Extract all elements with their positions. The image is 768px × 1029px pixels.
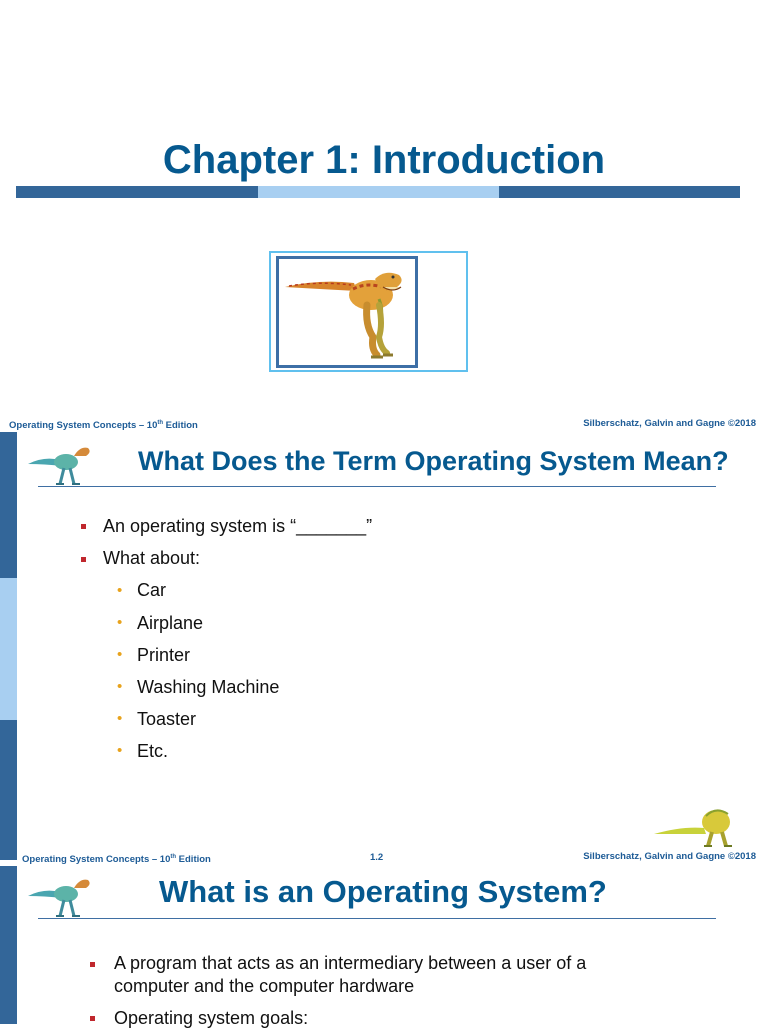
footer-authors: Silberschatz, Galvin and Gagne ©2018: [583, 418, 756, 429]
slide2-title: What Does the Term Operating System Mean?: [138, 446, 729, 476]
yellow-dinosaur-icon: [652, 800, 738, 850]
title-underline-left: [16, 186, 258, 198]
sub-bullet-item: Car: [137, 580, 167, 600]
chapter-title: Chapter 1: Introduction: [162, 138, 606, 182]
bullet-item: A program that acts as an intermediary between a user of a: [114, 953, 587, 973]
dot-bullet: •: [117, 614, 123, 631]
left-stripe-dark-2: [0, 522, 17, 578]
square-bullet: [81, 557, 86, 562]
bullet-item: An operating system is “_______”: [103, 516, 373, 536]
sub-bullet-item: Printer: [137, 645, 191, 665]
bullet-item-continuation: computer and the computer hardware: [114, 976, 415, 996]
slide3-title-rule: [38, 918, 716, 919]
title-underline-middle: [258, 186, 499, 198]
sub-bullet-item: Toaster: [137, 709, 197, 729]
left-stripe-light: [0, 578, 17, 720]
left-stripe-dark-3: [0, 720, 17, 860]
dot-bullet: •: [117, 582, 123, 599]
sub-bullet-item: Etc.: [137, 741, 169, 761]
footer-book-title: Operating System Concepts – 10th Edition: [9, 420, 198, 432]
bullet-item: What about:: [103, 548, 201, 568]
left-stripe-dark: [0, 432, 17, 522]
square-bullet: [90, 962, 95, 967]
small-dinosaur-icon: [26, 870, 94, 920]
dot-bullet: •: [117, 646, 123, 663]
logo-inner-frame: [276, 256, 418, 368]
sub-bullet-item: Washing Machine: [137, 677, 280, 697]
bullet-item: Operating system goals:: [114, 1008, 309, 1028]
left-stripe-dark-4: [0, 866, 17, 1024]
square-bullet: [90, 1016, 95, 1021]
title-underline-right: [499, 186, 740, 198]
dot-bullet: •: [117, 678, 123, 695]
dot-bullet: •: [117, 710, 123, 727]
slide3-title: What is an Operating System?: [159, 874, 607, 909]
slide2-title-rule: [38, 486, 716, 487]
dot-bullet: •: [117, 742, 123, 759]
sub-bullet-item: Airplane: [137, 613, 204, 633]
square-bullet: [81, 524, 86, 529]
footer-authors: Silberschatz, Galvin and Gagne ©2018: [583, 851, 756, 862]
dinosaur-logo-icon: [279, 259, 415, 365]
footer-book-title: Operating System Concepts – 10th Edition: [22, 854, 211, 866]
small-dinosaur-icon: [26, 438, 94, 488]
page-number: 1.2: [370, 852, 384, 863]
